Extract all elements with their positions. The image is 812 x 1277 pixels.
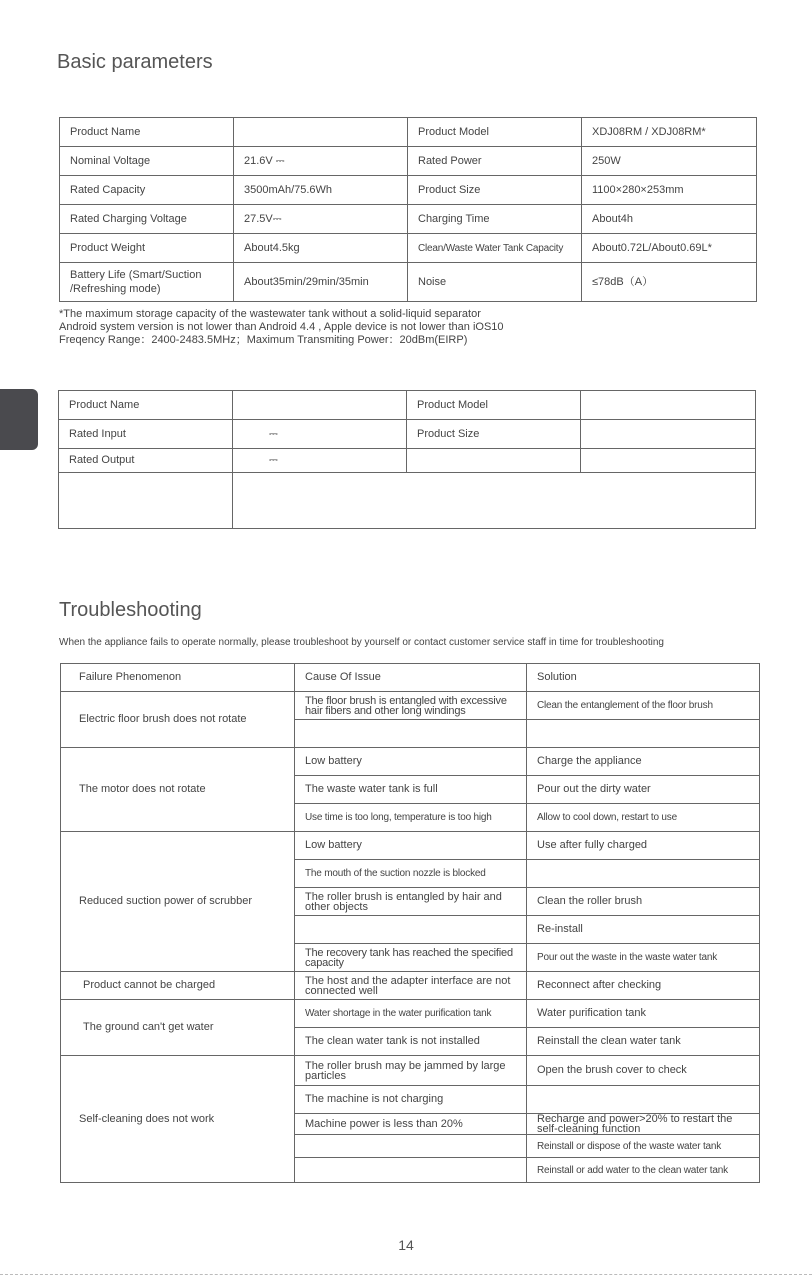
adapter-parameters-table <box>58 390 756 529</box>
basic-parameters-table <box>59 117 757 302</box>
param-label: Rated Charging Voltage <box>60 205 234 234</box>
table-header-row <box>61 664 760 692</box>
cause-cell: Water shortage in the water purification tank <box>295 1000 527 1028</box>
param-label: Product Model <box>408 118 582 147</box>
cause-cell <box>295 720 527 748</box>
cause-cell: The clean water tank is not installed <box>295 1028 527 1056</box>
solution-cell: Allow to cool down, restart to use <box>527 804 760 832</box>
cause-cell: The floor brush is entangled with excessive hair fibers and other long windings <box>295 692 527 720</box>
page-bottom-divider <box>0 1274 812 1275</box>
param-value: ≤78dB（A） <box>582 263 757 302</box>
param-value: About4.5kg <box>234 234 408 263</box>
param-value: 21.6V ⎓ <box>234 147 408 176</box>
cause-cell: The roller brush is entangled by hair and other objects <box>295 888 527 916</box>
param-value: 27.5V⎓ <box>234 205 408 234</box>
table-row <box>61 748 760 776</box>
param-label: Nominal Voltage <box>60 147 234 176</box>
solution-cell <box>527 860 760 888</box>
param-label: Rated Output <box>59 449 233 473</box>
cause-cell <box>295 1135 527 1158</box>
table-row <box>59 449 756 473</box>
param-value: ⎓ <box>233 449 407 473</box>
parameter-notes <box>59 308 504 347</box>
param-label: Clean/Waste Water Tank Capacity <box>408 234 582 263</box>
solution-cell: Charge the appliance <box>527 748 760 776</box>
solution-cell <box>527 1086 760 1114</box>
note-line: Freqency Range：2400-2483.5MHz；Maximum Transmiting Power：20dBm(EIRP) <box>59 334 468 346</box>
cause-cell: The waste water tank is full <box>295 776 527 804</box>
solution-cell: Pour out the waste in the waste water tank <box>527 944 760 972</box>
solution-cell: Clean the entanglement of the floor brush <box>527 692 760 720</box>
cause-cell: Low battery <box>295 832 527 860</box>
param-label <box>407 449 581 473</box>
table-row <box>60 147 757 176</box>
param-label: Rated Input <box>59 420 233 449</box>
solution-cell: Pour out the dirty water <box>527 776 760 804</box>
blank-cell <box>59 473 233 529</box>
param-value <box>581 420 756 449</box>
param-label: Rated Power <box>408 147 582 176</box>
blank-cell <box>233 473 756 529</box>
cause-cell: The roller brush may be jammed by large particles <box>295 1056 527 1086</box>
note-line: Android system version is not lower than Android 4.4 , Apple device is not lower than iOS10 <box>59 321 504 333</box>
troubleshooting-intro: When the appliance fails to operate normally, please troubleshoot by yourself or contact customer service staff in time for troubleshooting <box>59 637 664 648</box>
cause-cell: Machine power is less than 20% <box>295 1114 527 1135</box>
solution-cell: Open the brush cover to check <box>527 1056 760 1086</box>
solution-cell: Reconnect after checking <box>527 972 760 1000</box>
param-value <box>581 391 756 420</box>
solution-cell: Reinstall or dispose of the waste water tank <box>527 1135 760 1158</box>
param-value: About35min/29min/35min <box>234 263 408 302</box>
note-line: *The maximum storage capacity of the wastewater tank without a solid-liquid separator <box>59 308 481 320</box>
section-title-basic-parameters: Basic parameters <box>57 51 213 73</box>
param-label: Product Size <box>407 420 581 449</box>
cause-cell: The machine is not charging <box>295 1086 527 1114</box>
param-value: 250W <box>582 147 757 176</box>
troubleshooting-table <box>60 663 760 1183</box>
table-row <box>60 205 757 234</box>
table-row <box>59 391 756 420</box>
param-label: Charging Time <box>408 205 582 234</box>
column-header: Solution <box>527 664 760 692</box>
param-label: Rated Capacity <box>60 176 234 205</box>
failure-phenomenon: Product cannot be charged <box>61 972 295 1000</box>
cause-cell <box>295 1158 527 1183</box>
param-value: XDJ08RM / XDJ08RM* <box>582 118 757 147</box>
solution-cell: Re-install <box>527 916 760 944</box>
param-value <box>234 118 408 147</box>
solution-cell: Use after fully charged <box>527 832 760 860</box>
param-value: 3500mAh/75.6Wh <box>234 176 408 205</box>
column-header: Cause Of Issue <box>295 664 527 692</box>
section-title-troubleshooting: Troubleshooting <box>59 599 202 621</box>
table-row <box>61 972 760 1000</box>
cause-cell: The host and the adapter interface are not connected well <box>295 972 527 1000</box>
failure-phenomenon: Self-cleaning does not work <box>61 1056 295 1183</box>
param-value: ⎓ <box>233 420 407 449</box>
param-label: Product Weight <box>60 234 234 263</box>
column-header: Failure Phenomenon <box>61 664 295 692</box>
table-row <box>61 1000 760 1028</box>
solution-cell: Recharge and power>20% to restart the self-cleaning function <box>527 1114 760 1135</box>
cause-cell <box>295 916 527 944</box>
failure-phenomenon: Electric floor brush does not rotate <box>61 692 295 748</box>
param-label: Battery Life (Smart/Suction /Refreshing mode) <box>60 263 234 302</box>
solution-cell <box>527 720 760 748</box>
table-row <box>60 234 757 263</box>
table-row <box>59 473 756 529</box>
failure-phenomenon: The ground can't get water <box>61 1000 295 1056</box>
param-value <box>233 391 407 420</box>
failure-phenomenon: The motor does not rotate <box>61 748 295 832</box>
table-row <box>61 692 760 720</box>
param-label: Product Name <box>60 118 234 147</box>
cause-cell: The recovery tank has reached the specified capacity <box>295 944 527 972</box>
param-label: Noise <box>408 263 582 302</box>
solution-cell: Reinstall the clean water tank <box>527 1028 760 1056</box>
side-tab-marker <box>0 389 38 450</box>
param-label: Product Size <box>408 176 582 205</box>
solution-cell: Water purification tank <box>527 1000 760 1028</box>
page-number: 14 <box>398 1237 414 1253</box>
param-label: Product Name <box>59 391 233 420</box>
failure-phenomenon: Reduced suction power of scrubber <box>61 832 295 972</box>
param-label: Product Model <box>407 391 581 420</box>
param-value: 1100×280×253mm <box>582 176 757 205</box>
cause-cell: Low battery <box>295 748 527 776</box>
param-value: About4h <box>582 205 757 234</box>
param-value <box>581 449 756 473</box>
solution-cell: Reinstall or add water to the clean water tank <box>527 1158 760 1183</box>
cause-cell: The mouth of the suction nozzle is blocked <box>295 860 527 888</box>
table-row <box>60 263 757 302</box>
table-row <box>60 118 757 147</box>
table-row <box>61 1056 760 1086</box>
table-row <box>61 832 760 860</box>
table-row <box>60 176 757 205</box>
cause-cell: Use time is too long, temperature is too high <box>295 804 527 832</box>
table-row <box>59 420 756 449</box>
solution-cell: Clean the roller brush <box>527 888 760 916</box>
param-value: About0.72L/About0.69L* <box>582 234 757 263</box>
